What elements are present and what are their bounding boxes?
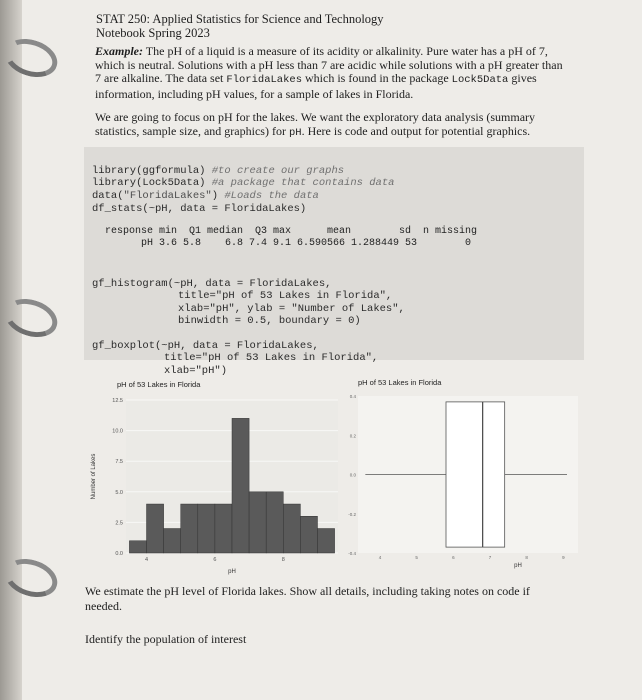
boxplot-xtick-label: 4 xyxy=(378,555,382,560)
boxplot-ytick-label: -0.2 xyxy=(348,511,356,517)
histogram-bar xyxy=(164,529,181,553)
question-paragraph xyxy=(85,584,585,614)
boxplot-ytick-label: -0.4 xyxy=(348,551,356,556)
code-line: library(Lock5Data) xyxy=(92,177,212,189)
code-line: ) xyxy=(211,189,225,202)
histogram-xlabel: pH xyxy=(228,569,236,575)
histogram-xtick-label: 6 xyxy=(213,557,217,563)
code-string: "FloridaLakes" xyxy=(123,189,212,202)
histogram-bar xyxy=(317,529,334,553)
histogram-ytick-label: 2.5 xyxy=(115,520,123,527)
code-line: title="pH of 53 Lakes in Florida", xyxy=(164,352,379,364)
stats-output-header: response min Q1 median Q3 max mean sd n missing xyxy=(105,226,478,237)
variable-name: pH xyxy=(288,126,302,139)
histogram-bar xyxy=(129,541,146,553)
boxplot-ytick-label: 0.2 xyxy=(349,433,356,439)
histogram-bar xyxy=(300,516,317,553)
boxplot-xlabel: pH xyxy=(514,563,522,569)
example-line-2: which is neutral. Solutions with a pH less than 7 are acidic while solutions with a pH greater than xyxy=(95,57,563,72)
boxplot-xtick-label: 8 xyxy=(525,555,528,560)
histogram-xtick-label: 4 xyxy=(144,557,149,563)
code-line: xlab="pH") xyxy=(164,364,228,377)
histogram-chart xyxy=(86,388,346,578)
histogram-bar xyxy=(232,418,249,553)
notebook-label: Notebook Spring 2023 xyxy=(96,26,210,40)
example-line-3c: gives xyxy=(508,71,537,85)
boxplot-title: pH of 53 Lakes in Florida xyxy=(358,378,442,387)
dataset-name: FloridaLakes xyxy=(226,74,303,86)
boxplot-ytick-label: 0.4 xyxy=(349,394,356,399)
histogram-ylabel: Number of Lakes xyxy=(91,453,97,500)
boxplot-xtick-label: 7 xyxy=(488,555,492,560)
intro-line-2b: . Here is code and output for potential graphics. xyxy=(301,123,531,138)
code-comment: #Loads the data xyxy=(224,189,319,202)
example-label: Example: xyxy=(95,44,143,58)
histogram-bar xyxy=(198,504,215,553)
histogram-title: pH of 53 Lakes in Florida xyxy=(117,380,201,389)
histogram-bar xyxy=(147,504,164,553)
histogram-ytick-label: 7.5 xyxy=(115,459,123,466)
histogram-bar xyxy=(249,492,266,553)
histogram-ytick-label: 5.0 xyxy=(115,489,123,496)
histogram-bar xyxy=(181,504,198,553)
package-name: Lock5Data xyxy=(451,74,509,86)
example-paragraph xyxy=(95,45,585,101)
code-line: gf_histogram(~pH, data = FloridaLakes, xyxy=(92,277,332,290)
histogram-bar xyxy=(283,504,300,553)
intro-line-1: We are going to focus on pH for the lakes. We want the exploratory data analysis (summary xyxy=(95,110,536,124)
boxplot-xtick-label: 5 xyxy=(415,555,418,560)
binder-edge xyxy=(0,0,22,700)
stats-output-row: pH 3.6 5.8 6.8 7.4 9.1 6.590566 1.288449 53 0 xyxy=(105,238,472,249)
intro-paragraph xyxy=(95,111,585,140)
boxplot-ytick-label: 0.0 xyxy=(349,472,356,478)
histogram-bar xyxy=(215,504,232,553)
boxplot-xtick-label: 6 xyxy=(452,555,455,560)
boxplot-chart xyxy=(340,388,585,578)
course-title: STAT 250: Applied Statistics for Science and Technology xyxy=(96,12,384,26)
code-line: library(ggformula) xyxy=(92,164,212,177)
code-line: gf_boxplot(~pH, data = FloridaLakes, xyxy=(92,339,319,352)
boxplot-box xyxy=(446,402,505,547)
example-line-3b: which is found in the package xyxy=(302,71,452,85)
code-line: binwidth = 0.5, boundary = 0) xyxy=(178,315,361,327)
intro-line-2a: statistics, sample size, and graphics) for xyxy=(95,123,289,138)
code-line: xlab="pH", ylab = "Number of Lakes", xyxy=(178,302,405,315)
df-stats-call: df_stats(~pH, data = FloridaLakes) xyxy=(92,203,307,215)
boxplot-xtick-label: 9 xyxy=(562,555,565,560)
page-header xyxy=(96,12,384,40)
code-comment: #a package that contains data xyxy=(211,177,395,189)
example-line-3a: 7 are alkaline. The data set xyxy=(95,71,227,85)
histogram-ytick-label: 0.0 xyxy=(115,551,123,557)
code-comment: #to create our graphs xyxy=(211,164,345,177)
histogram-ytick-label: 12.5 xyxy=(112,398,123,404)
population-prompt: Identify the population of interest xyxy=(85,632,247,646)
histogram-ytick-label: 10.0 xyxy=(112,428,123,435)
example-line-4: information, including pH values, for a sample of lakes in Florida. xyxy=(95,86,414,101)
question-line-1: We estimate the pH level of Florida lakes. Show all details, including taking notes on code if xyxy=(85,584,530,598)
code-line: title="pH of 53 Lakes in Florida", xyxy=(178,290,393,302)
code-line: data( xyxy=(92,189,124,202)
histogram-bar xyxy=(266,492,283,553)
histogram-xtick-label: 8 xyxy=(281,557,285,563)
example-line-1: The pH of a liquid is a measure of its acidity or alkalinity. Pure water has a pH of 7, xyxy=(145,44,548,58)
question-line-2: needed. xyxy=(85,599,122,613)
